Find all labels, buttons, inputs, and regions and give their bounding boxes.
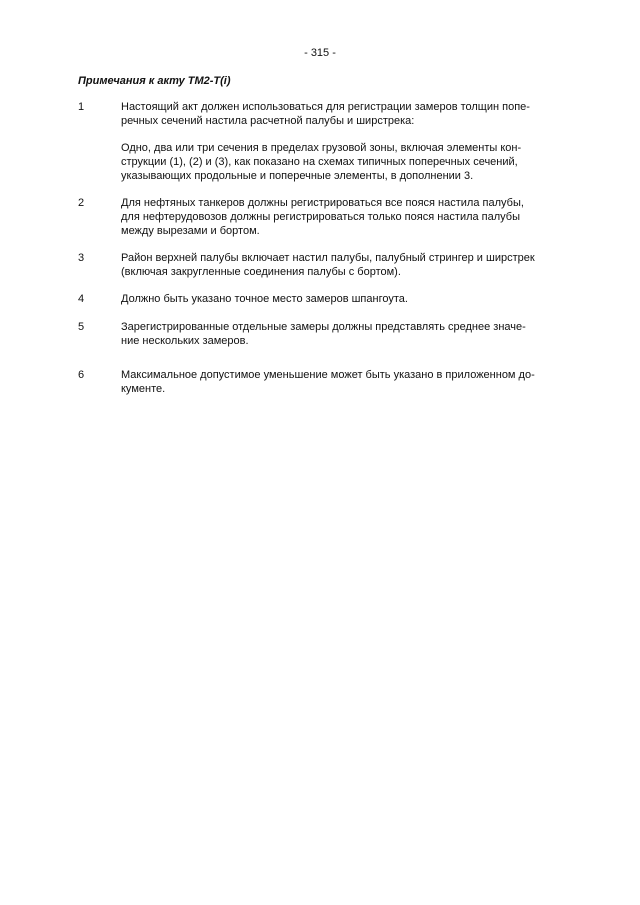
note-2-number: 2 [78,197,85,209]
note-1-number: 1 [78,101,85,113]
note-6-number: 6 [78,369,85,381]
note-4-paragraph-1: Должно быть указано точное место замеров шпангоута. [121,293,408,305]
note-2-paragraph-1: Для нефтяных танкеров должны регистрироваться все пояся настила палубы, для нефтерудовозов должны регистрироваться только пояся настила палубы между вырезами и бортом. [121,197,524,237]
note-3-number: 3 [78,252,85,264]
page-number: - 315 - [304,47,336,59]
note-4-number: 4 [78,293,85,305]
note-6-paragraph-1: Максимальное допустимое уменьшение может быть указано в приложенном до- кументе. [121,369,535,395]
notes-title: Примечания к акту TM2-T(i) [78,75,231,87]
note-1-paragraph-1: Настоящий акт должен использоваться для регистрации замеров толщин попе- речных сечений настила расчетной палубы и ширстрека: [121,101,530,127]
note-1-paragraph-2: Одно, два или три сечения в пределах грузовой зоны, включая элементы кон- струкции (1), (2) и (3), как показано на схемах типичных поперечных сечений, указывающих продольные и поперечные элементы, в дополнении 3. [121,142,522,182]
note-5-number: 5 [78,321,85,333]
note-5-paragraph-1: Зарегистрированные отдельные замеры должны представлять среднее значе- ние нескольких замеров. [121,321,526,347]
note-3-paragraph-1: Район верхней палубы включает настил палубы, палубный стрингер и ширстрек (включая закругленные соединения палубы с бортом). [121,252,535,278]
